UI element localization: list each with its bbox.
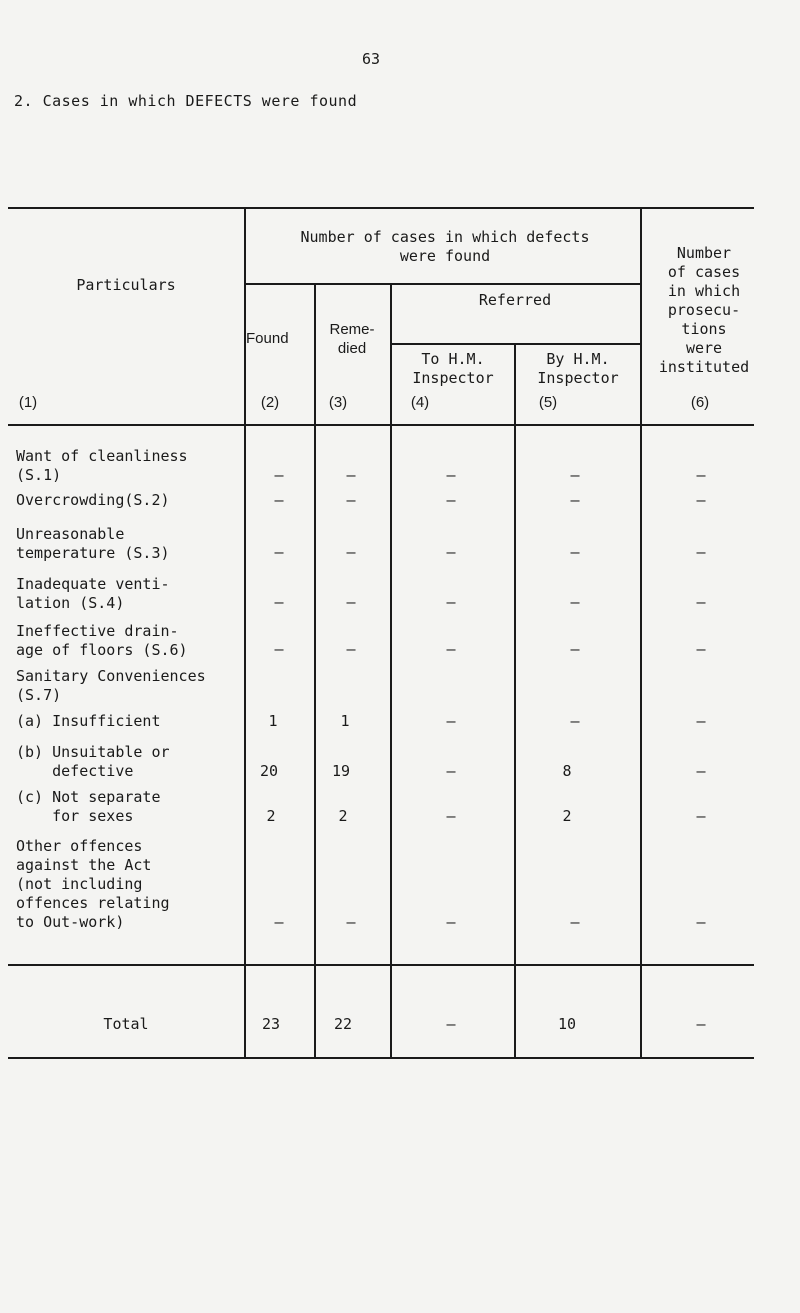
col-number-2: (2) <box>260 394 280 411</box>
total-top-rule <box>8 964 754 966</box>
cell-r9-c3: – <box>346 913 356 931</box>
header-particulars: Particulars <box>76 276 176 294</box>
header-to-hm-inspector: To H.M. Inspector <box>412 350 494 387</box>
total-remedied: 22 <box>333 1015 353 1033</box>
subheader-rule-1 <box>244 283 640 285</box>
cell-r4-c2: – <box>274 640 284 658</box>
header-remedied: Reme- died <box>329 321 375 357</box>
row-label-insufficient: (a) Insufficient <box>16 712 161 730</box>
cell-r7-c6: – <box>696 762 706 780</box>
col-number-1: (1) <box>18 394 38 411</box>
cell-r0-c5: – <box>570 466 580 484</box>
row-label-unsuitable: (b) Unsuitable or defective <box>16 743 170 780</box>
header-by-hm-inspector: By H.M. Inspector <box>537 350 619 387</box>
header-found: Found <box>246 330 289 347</box>
cell-r0-c4: – <box>446 466 456 484</box>
header-number-of-cases: Number of cases in which defects were found <box>300 228 590 265</box>
cell-r1-c6: – <box>696 491 706 509</box>
cell-r4-c3: – <box>346 640 356 658</box>
cell-r8-c3: 2 <box>338 807 348 825</box>
col-number-4: (4) <box>410 394 430 411</box>
total-by-hm-inspector: 10 <box>557 1015 577 1033</box>
cell-r9-c4: – <box>446 913 456 931</box>
total-found: 23 <box>261 1015 281 1033</box>
total-label: Total <box>103 1015 149 1033</box>
cell-r9-c5: – <box>570 913 580 931</box>
cell-r2-c3: – <box>346 543 356 561</box>
col-number-5: (5) <box>538 394 558 411</box>
col-number-3: (3) <box>328 394 348 411</box>
cell-r4-c6: – <box>696 640 706 658</box>
cell-r8-c2: 2 <box>266 807 276 825</box>
cell-r2-c2: – <box>274 543 284 561</box>
cell-r6-c3: 1 <box>340 712 350 730</box>
header-bottom-rule <box>8 424 754 426</box>
cell-r2-c5: – <box>570 543 580 561</box>
cell-r4-c5: – <box>570 640 580 658</box>
header-referred: Referred <box>478 291 552 309</box>
cell-r4-c4: – <box>446 640 456 658</box>
total-to-hm-inspector: – <box>446 1015 456 1033</box>
table-bottom-rule <box>8 1057 754 1059</box>
col-divider-4 <box>514 343 516 1059</box>
row-label-other-offences: Other offences against the Act (not including offences relating to Out-work) <box>16 837 170 931</box>
header-prosecutions: Number of cases in which prosecu- tions were instituted <box>658 244 750 376</box>
row-label-not-separate: (c) Not separate for sexes <box>16 788 161 825</box>
cell-r2-c6: – <box>696 543 706 561</box>
col-number-6: (6) <box>690 394 710 411</box>
cell-r9-c2: – <box>274 913 284 931</box>
cell-r6-c5: – <box>570 712 580 730</box>
cell-r8-c4: – <box>446 807 456 825</box>
cell-r6-c2: 1 <box>268 712 278 730</box>
cell-r0-c3: – <box>346 466 356 484</box>
row-label-overcrowding: Overcrowding(S.2) <box>16 491 170 509</box>
cell-r7-c4: – <box>446 762 456 780</box>
total-prosecutions: – <box>696 1015 706 1033</box>
section-heading: 2. Cases in which DEFECTS were found <box>14 92 358 110</box>
cell-r0-c6: – <box>696 466 706 484</box>
row-label-sanitary: Sanitary Conveniences (S.7) <box>16 667 206 704</box>
page-number: 63 <box>362 50 381 68</box>
cell-r3-c2: – <box>274 593 284 611</box>
row-label-cleanliness: Want of cleanliness (S.1) <box>16 447 188 484</box>
col-divider-3 <box>390 283 392 1059</box>
cell-r6-c4: – <box>446 712 456 730</box>
col-divider-2 <box>314 283 316 1059</box>
cell-r9-c6: – <box>696 913 706 931</box>
cell-r0-c2: – <box>274 466 284 484</box>
cell-r1-c2: – <box>274 491 284 509</box>
cell-r7-c5: 8 <box>562 762 572 780</box>
cell-r2-c4: – <box>446 543 456 561</box>
cell-r3-c5: – <box>570 593 580 611</box>
row-label-ventilation: Inadequate venti- lation (S.4) <box>16 575 170 612</box>
row-label-drainage: Ineffective drain- age of floors (S.6) <box>16 622 188 659</box>
cell-r7-c2: 20 <box>259 762 279 780</box>
cell-r3-c4: – <box>446 593 456 611</box>
cell-r6-c6: – <box>696 712 706 730</box>
cell-r8-c6: – <box>696 807 706 825</box>
cell-r1-c4: – <box>446 491 456 509</box>
table-top-rule <box>8 207 754 209</box>
cell-r7-c3: 19 <box>331 762 351 780</box>
cell-r3-c6: – <box>696 593 706 611</box>
cell-r8-c5: 2 <box>562 807 572 825</box>
cell-r1-c5: – <box>570 491 580 509</box>
cell-r3-c3: – <box>346 593 356 611</box>
row-label-temperature: Unreasonable temperature (S.3) <box>16 525 170 562</box>
cell-r1-c3: – <box>346 491 356 509</box>
